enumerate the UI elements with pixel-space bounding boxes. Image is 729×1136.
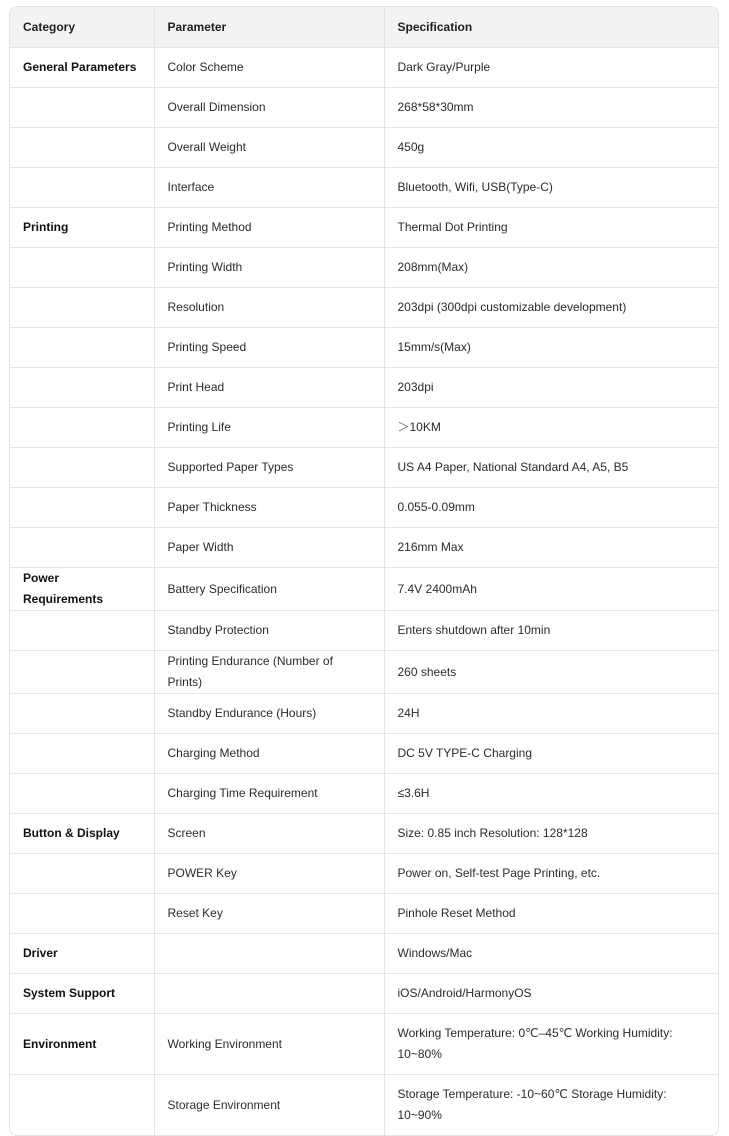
- table-row: [10, 854, 718, 894]
- category-cell: [10, 528, 154, 568]
- specification-cell: DC 5V TYPE-C Charging: [384, 734, 718, 774]
- specification-cell: ＞10KM: [384, 408, 718, 448]
- table-row: [10, 448, 718, 488]
- category-cell: System Support: [10, 974, 154, 1014]
- parameter-cell: [154, 974, 384, 1014]
- parameter-cell: Overall Weight: [154, 128, 384, 168]
- specification-cell: Pinhole Reset Method: [384, 894, 718, 934]
- category-cell: [10, 894, 154, 934]
- specification-cell: Windows/Mac: [384, 934, 718, 974]
- specification-cell: 7.4V 2400mAh: [384, 568, 718, 611]
- table-row: [10, 651, 718, 694]
- table-row: [10, 694, 718, 734]
- table-body: [10, 48, 718, 1136]
- category-cell: [10, 168, 154, 208]
- category-cell: Power Requirements: [10, 568, 154, 611]
- specification-cell: Bluetooth, Wifi, USB(Type-C): [384, 168, 718, 208]
- parameter-cell: Paper Thickness: [154, 488, 384, 528]
- category-cell: [10, 328, 154, 368]
- table-row: [10, 408, 718, 448]
- specification-cell: 24H: [384, 694, 718, 734]
- category-cell: [10, 611, 154, 651]
- category-cell: [10, 448, 154, 488]
- header-specification: Specification: [384, 7, 718, 48]
- category-cell: [10, 248, 154, 288]
- table-row: [10, 168, 718, 208]
- specification-cell: Size: 0.85 inch Resolution: 128*128: [384, 814, 718, 854]
- table-row: [10, 488, 718, 528]
- spec-table-container: [9, 6, 719, 1136]
- parameter-cell: Storage Environment: [154, 1075, 384, 1136]
- table-row: [10, 208, 718, 248]
- parameter-cell: Battery Specification: [154, 568, 384, 611]
- header-parameter: Parameter: [154, 7, 384, 48]
- specification-cell: 208mm(Max): [384, 248, 718, 288]
- specification-cell: 268*58*30mm: [384, 88, 718, 128]
- table-row: [10, 528, 718, 568]
- parameter-cell: Screen: [154, 814, 384, 854]
- specification-cell: iOS/Android/HarmonyOS: [384, 974, 718, 1014]
- category-cell: [10, 288, 154, 328]
- parameter-cell: Supported Paper Types: [154, 448, 384, 488]
- header-row: [10, 7, 718, 48]
- parameter-cell: Standby Protection: [154, 611, 384, 651]
- specification-cell: 0.055-0.09mm: [384, 488, 718, 528]
- table-row: [10, 894, 718, 934]
- table-row: [10, 1014, 718, 1075]
- parameter-cell: Reset Key: [154, 894, 384, 934]
- parameter-cell: Charging Time Requirement: [154, 774, 384, 814]
- parameter-cell: Charging Method: [154, 734, 384, 774]
- table-row: [10, 814, 718, 854]
- parameter-cell: Paper Width: [154, 528, 384, 568]
- category-cell: [10, 88, 154, 128]
- table-row: [10, 734, 718, 774]
- category-cell: [10, 694, 154, 734]
- category-cell: [10, 128, 154, 168]
- specification-cell: 260 sheets: [384, 651, 718, 694]
- specification-cell: US A4 Paper, National Standard A4, A5, B5: [384, 448, 718, 488]
- category-cell: [10, 734, 154, 774]
- parameter-cell: Working Environment: [154, 1014, 384, 1075]
- category-cell: [10, 368, 154, 408]
- table-row: [10, 611, 718, 651]
- specification-cell: Power on, Self-test Page Printing, etc.: [384, 854, 718, 894]
- specification-cell: 15mm/s(Max): [384, 328, 718, 368]
- category-cell: Printing: [10, 208, 154, 248]
- specification-cell: Dark Gray/Purple: [384, 48, 718, 88]
- parameter-cell: Color Scheme: [154, 48, 384, 88]
- category-cell: Environment: [10, 1014, 154, 1075]
- parameter-cell: Printing Width: [154, 248, 384, 288]
- specification-cell: 216mm Max: [384, 528, 718, 568]
- table-row: [10, 288, 718, 328]
- specification-cell: 450g: [384, 128, 718, 168]
- category-cell: Button & Display: [10, 814, 154, 854]
- category-cell: Driver: [10, 934, 154, 974]
- header-category: Category: [10, 7, 154, 48]
- parameter-cell: POWER Key: [154, 854, 384, 894]
- specification-cell: Working Temperature: 0℃–45℃ Working Humidity: 10~80%: [384, 1014, 718, 1075]
- category-cell: [10, 488, 154, 528]
- specification-cell: Thermal Dot Printing: [384, 208, 718, 248]
- table-row: [10, 248, 718, 288]
- parameter-cell: Printing Endurance (Number of Prints): [154, 651, 384, 694]
- parameter-cell: Printing Method: [154, 208, 384, 248]
- category-cell: [10, 408, 154, 448]
- table-row: [10, 774, 718, 814]
- table-row: [10, 48, 718, 88]
- table-row: [10, 568, 718, 611]
- specification-cell: Enters shutdown after 10min: [384, 611, 718, 651]
- table-row: [10, 128, 718, 168]
- table-row: [10, 88, 718, 128]
- specification-cell: 203dpi: [384, 368, 718, 408]
- category-cell: [10, 1075, 154, 1136]
- specification-cell: 203dpi (300dpi customizable development): [384, 288, 718, 328]
- parameter-cell: Overall Dimension: [154, 88, 384, 128]
- table-row: [10, 328, 718, 368]
- parameter-cell: [154, 934, 384, 974]
- parameter-cell: Printing Speed: [154, 328, 384, 368]
- table-header: [10, 7, 718, 48]
- parameter-cell: Interface: [154, 168, 384, 208]
- category-cell: [10, 651, 154, 694]
- table-row: [10, 1075, 718, 1136]
- table-row: [10, 934, 718, 974]
- category-cell: General Parameters: [23, 60, 137, 74]
- specification-cell: Storage Temperature: -10~60℃ Storage Humidity: 10~90%: [384, 1075, 718, 1136]
- category-cell: [10, 774, 154, 814]
- parameter-cell: Resolution: [154, 288, 384, 328]
- spec-table: [10, 7, 718, 1135]
- category-cell: [10, 854, 154, 894]
- parameter-cell: Print Head: [154, 368, 384, 408]
- specification-cell: ≤3.6H: [384, 774, 718, 814]
- parameter-cell: Standby Endurance (Hours): [154, 694, 384, 734]
- table-row: [10, 368, 718, 408]
- parameter-cell: Printing Life: [154, 408, 384, 448]
- table-row: [10, 974, 718, 1014]
